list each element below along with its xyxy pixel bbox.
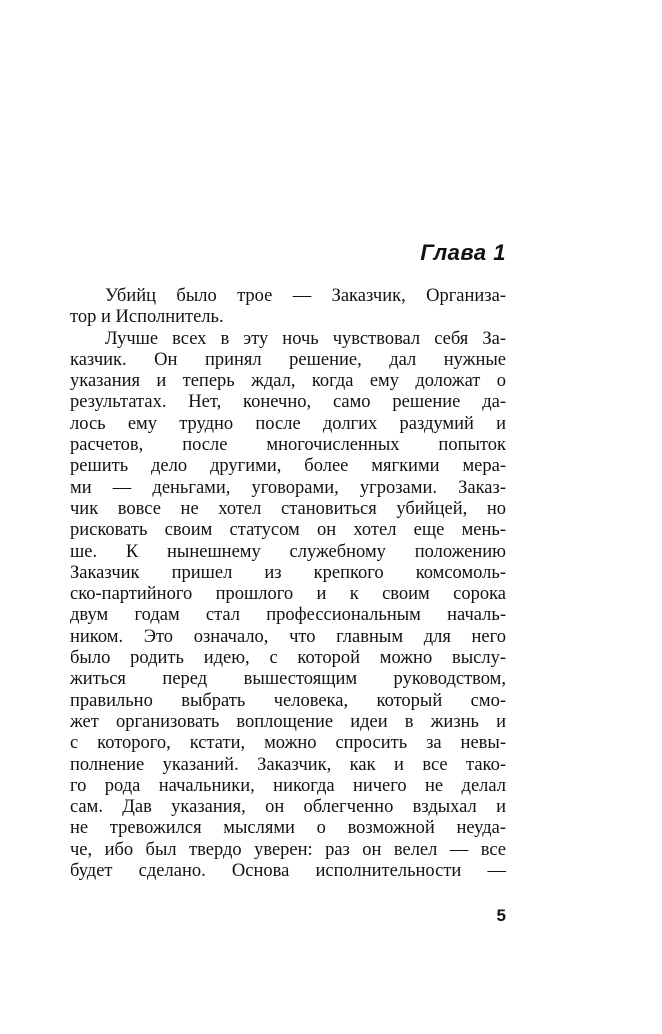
page-number: 5	[496, 906, 506, 925]
text-line: ше. К нынешнему служебному положению	[70, 541, 506, 562]
text-line: рисковать своим статусом он хотел еще мень-	[70, 520, 506, 541]
text-line: результатах. Нет, конечно, само решение да-	[70, 392, 506, 413]
text-line: лось ему трудно после долгих раздумий и	[70, 413, 506, 434]
body-text	[70, 286, 506, 882]
text-line: Заказчик пришел из крепкого комсомоль-	[70, 562, 506, 583]
text-line: с которого, кстати, можно спросить за невы-	[70, 733, 506, 754]
text-line: было родить идею, с которой можно выслу-	[70, 648, 506, 669]
text-line: ником. Это означало, что главным для него	[70, 626, 506, 647]
text-line: Лучше всех в эту ночь чувствовал себя За-	[105, 328, 506, 349]
text-line: жет организовать воплощение идеи в жизнь и	[70, 711, 506, 732]
text-line: го рода начальники, никогда ничего не делал	[70, 775, 506, 796]
text-line: тор и Исполнитель.	[70, 307, 224, 328]
text-line: будет сделано. Основа исполнительности —	[70, 861, 506, 882]
text-line: указания и теперь ждал, когда ему доложат о	[70, 371, 506, 392]
text-line: сам. Дав указания, он облегченно вздыхал и	[70, 797, 506, 818]
text-line: житься перед вышестоящим руководством,	[70, 669, 506, 690]
text-line: двум годам стал профессиональным началь-	[70, 605, 506, 626]
text-line: ско-партийного прошлого и к своим сорока	[70, 584, 506, 605]
text-line: че, ибо был твердо уверен: раз он велел — все	[70, 839, 506, 860]
text-line: ми — деньгами, уговорами, угрозами. Заказ-	[70, 477, 506, 498]
text-line: расчетов, после многочисленных попыток	[70, 435, 506, 456]
text-line: не тревожился мыслями о возможной неуда-	[70, 818, 506, 839]
text-line: полнение указаний. Заказчик, как и все тако-	[70, 754, 506, 775]
text-line: решить дело другими, более мягкими мера-	[70, 456, 506, 477]
text-line: Убийц было трое — Заказчик, Организа-	[105, 286, 506, 306]
text-line: правильно выбрать человека, который смо-	[70, 690, 506, 711]
text-line: чик вовсе не хотел становиться убийцей, но	[70, 498, 506, 519]
text-line: казчик. Он принял решение, дал нужные	[70, 349, 506, 370]
chapter-title: Глава 1	[420, 240, 506, 265]
